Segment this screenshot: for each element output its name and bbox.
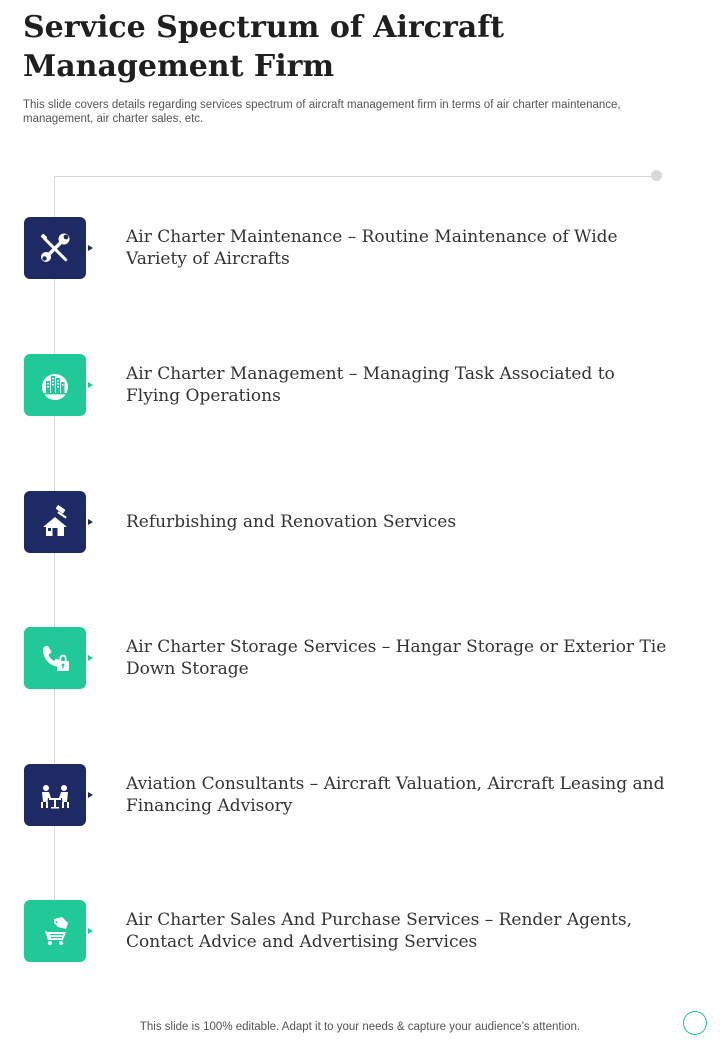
service-item: [0, 217, 720, 279]
consultation-meeting-icon: [37, 777, 73, 813]
service-item: [0, 764, 720, 826]
house-hammer-icon: [37, 504, 73, 540]
cart-sale-tag-icon: [37, 913, 73, 949]
timeline-pointer: [88, 655, 93, 661]
service-item: [0, 900, 720, 962]
footer-note: This slide is 100% editable. Adapt it to your needs & capture your audience’s attention.: [139, 1021, 581, 1033]
service-icon-box: [24, 764, 86, 826]
service-text: Air Charter Management – Managing Task Associated to Flying Operations: [126, 364, 615, 406]
service-icon-box: [24, 217, 86, 279]
service-text: Aviation Consultants – Aircraft Valuation, Aircraft Leasing and Financing Advisory: [126, 774, 665, 816]
service-item: [0, 354, 720, 416]
timeline-pointer: [88, 519, 93, 525]
corner-circle-decoration: [683, 1011, 707, 1035]
service-text: Refurbishing and Renovation Services: [126, 512, 457, 532]
service-text: Air Charter Storage Services – Hangar Storage or Exterior Tie Down Storage: [126, 637, 667, 679]
timeline-pointer: [88, 792, 93, 798]
service-icon-box: [24, 354, 86, 416]
service-text: Air Charter Sales And Purchase Services – Render Agents, Contact Advice and Advertising Services: [126, 910, 633, 952]
timeline-pointer: [88, 382, 93, 388]
wrench-screwdriver-icon: [37, 230, 73, 266]
service-item: [0, 627, 720, 689]
page-subtitle: This slide covers details regarding services spectrum of aircraft management firm in terms of air charter maintenance, management, air charter sales, etc.: [23, 99, 621, 125]
service-icon-box: [24, 627, 86, 689]
city-globe-icon: [37, 367, 73, 403]
phone-lock-icon: [37, 640, 73, 676]
page-title: Service Spectrum of Aircraft Management Firm: [23, 10, 504, 84]
service-icon-box: [24, 491, 86, 553]
timeline-pointer: [88, 245, 93, 251]
service-item: [0, 491, 720, 553]
service-text: Air Charter Maintenance – Routine Maintenance of Wide Variety of Aircrafts: [126, 227, 618, 269]
timeline-pointer: [88, 928, 93, 934]
service-icon-box: [24, 900, 86, 962]
